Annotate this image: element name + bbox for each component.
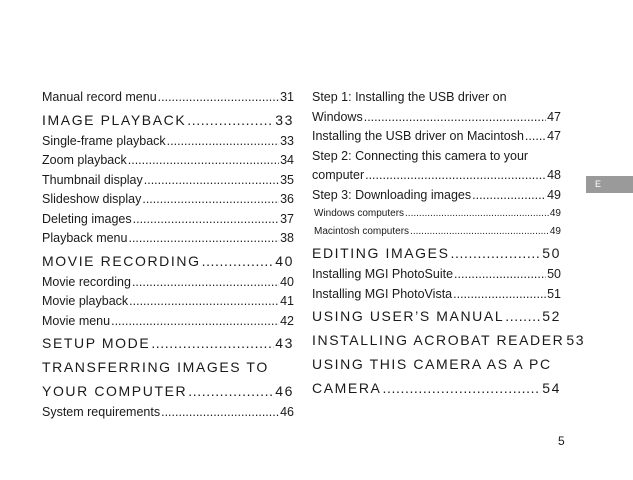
toc-entry-title: Movie recording <box>42 274 131 289</box>
toc-entry-title: Installing the USB driver on Macintosh <box>312 129 524 143</box>
dot-leader <box>187 108 274 132</box>
toc-entry-installing-mgi-photovista <box>312 285 561 305</box>
toc-entry-page: 47 <box>547 109 561 124</box>
toc-entry-title: Installing MGI PhotoVista <box>312 286 453 301</box>
toc-entry-page: 33 <box>280 133 294 148</box>
dot-leader <box>410 223 549 241</box>
dot-leader <box>142 190 279 210</box>
dot-leader <box>365 166 546 186</box>
toc-entry-zoom-playback <box>42 151 294 171</box>
toc-entry-playback-menu <box>42 229 294 249</box>
toc-entry-page: 40 <box>280 274 294 289</box>
toc-entry-title: SETUP MODE <box>42 335 151 351</box>
toc-entry-title: INSTALLING ACROBAT READER <box>312 332 565 348</box>
toc-entry-your-computer <box>42 379 294 403</box>
toc-entry-camera <box>312 376 561 400</box>
toc-entry-macintosh-computers <box>312 223 561 241</box>
toc-entry-title: computer <box>312 168 365 182</box>
toc-entry-page: 46 <box>280 405 294 419</box>
toc-entry-page: 37 <box>280 211 294 226</box>
toc-entry-page: 50 <box>547 267 561 281</box>
dot-leader <box>161 403 279 423</box>
toc-entry-page: 54 <box>542 380 561 396</box>
language-tab: E <box>586 176 633 193</box>
dot-leader <box>472 186 546 206</box>
toc-entry-movie-recording <box>42 273 294 293</box>
toc-entry-page: 49 <box>549 208 561 219</box>
toc-entry-title: Single-frame playback <box>42 133 166 148</box>
dot-leader <box>128 229 279 249</box>
toc-entry-page: 43 <box>275 335 294 351</box>
toc-entry-movie-menu <box>42 312 294 332</box>
toc-entry-title: Deleting images <box>42 211 132 226</box>
dot-leader <box>144 171 279 191</box>
toc-entry-page: 49 <box>547 187 561 202</box>
dot-leader <box>405 205 549 223</box>
toc-entry-page: 40 <box>275 252 294 269</box>
toc-entry-title: Manual record menu <box>42 90 157 104</box>
toc-entry-step-1-installing-the-usb-driver-on: Step 1: Installing the USB driver on <box>312 90 507 104</box>
toc-entry-title: Windows <box>312 109 363 124</box>
toc-entry-installing-mgi-photosuite <box>312 265 561 285</box>
toc-entry-page: 33 <box>275 111 294 128</box>
dot-leader <box>454 265 546 285</box>
toc-entry-page: 51 <box>547 286 561 301</box>
toc-entry-page: 34 <box>280 153 294 167</box>
dot-leader <box>453 285 546 305</box>
toc-entry-page: 48 <box>547 168 561 182</box>
dot-leader <box>133 210 279 230</box>
toc-entry-setup-mode <box>42 331 294 355</box>
toc-entry-title: Thumbnail display <box>42 172 143 187</box>
toc-entry-editing-images <box>312 241 561 265</box>
page-number: 5 <box>558 434 565 448</box>
toc-entry-title: Movie menu <box>42 313 111 328</box>
toc-entry-movie-recording <box>42 249 294 273</box>
dot-leader <box>111 312 279 332</box>
toc-entry-installing-the-usb-driver-on-macintosh <box>312 127 561 147</box>
dot-leader <box>158 88 279 108</box>
toc-entry-page: 46 <box>275 383 294 399</box>
toc-entry-manual-record-menu <box>42 88 294 108</box>
toc-entry-deleting-images <box>42 210 294 230</box>
toc-entry-page: 50 <box>542 245 561 261</box>
toc-entry-title: MOVIE RECORDING <box>42 252 201 269</box>
toc-entry-title: IMAGE PLAYBACK <box>42 111 187 128</box>
toc-entry-using-this-camera-as-a-pc: USING THIS CAMERA AS A PC <box>312 356 552 372</box>
dot-leader <box>202 249 275 273</box>
toc-entry-page: 53 <box>566 332 586 348</box>
toc-entry-title: YOUR COMPUTER <box>42 383 188 399</box>
dot-leader <box>151 331 274 355</box>
toc-entry-transferring-images-to: TRANSFERRING IMAGES TO <box>42 359 269 375</box>
dot-leader <box>188 379 274 403</box>
toc-left-column <box>42 88 294 423</box>
toc-entry-page: 35 <box>280 172 294 187</box>
toc-entry-title: CAMERA <box>312 380 382 396</box>
toc-entry-movie-playback <box>42 292 294 312</box>
toc-entry-slideshow-display <box>42 190 294 210</box>
toc-entry-thumbnail-display <box>42 171 294 191</box>
toc-entry-page: 47 <box>547 129 561 143</box>
dot-leader <box>505 304 541 328</box>
toc-entry-computer <box>312 166 561 186</box>
toc-entry-page: 36 <box>280 192 294 206</box>
toc-entry-page: 42 <box>280 313 294 328</box>
toc-entry-title: EDITING IMAGES <box>312 245 450 261</box>
toc-entry-title: Zoom playback <box>42 153 127 167</box>
toc-entry-system-requirements <box>42 403 294 423</box>
toc-entry-title: Slideshow display <box>42 192 142 206</box>
dot-leader <box>451 241 542 265</box>
toc-entry-installing-acrobat-reader <box>312 328 586 352</box>
toc-entry-title: Windows computers <box>314 208 405 219</box>
toc-entry-title: Installing MGI PhotoSuite <box>312 267 454 281</box>
toc-entry-title: Movie playback <box>42 294 129 308</box>
toc-right-column <box>312 88 586 400</box>
dot-leader <box>128 151 279 171</box>
toc-entry-title: Playback menu <box>42 231 128 245</box>
toc-entry-page: 49 <box>549 226 561 237</box>
toc-entry-title: USING USER’S MANUAL <box>312 308 505 324</box>
toc-entry-page: 38 <box>280 231 294 245</box>
toc-entry-page: 52 <box>542 308 561 324</box>
toc-entry-page: 41 <box>280 294 294 308</box>
toc-entry-title: System requirements <box>42 405 161 419</box>
toc-entry-step-3-downloading-images <box>312 186 561 206</box>
toc-entry-image-playback <box>42 108 294 132</box>
dot-leader <box>383 376 542 400</box>
toc-entry-windows <box>312 108 561 128</box>
toc-entry-page: 31 <box>280 90 294 104</box>
toc-entry-single-frame-playback <box>42 132 294 152</box>
dot-leader <box>132 273 279 293</box>
dot-leader <box>167 132 279 152</box>
toc-entry-windows-computers <box>312 205 561 223</box>
dot-leader <box>525 127 546 147</box>
toc-entry-title: Step 3: Downloading images <box>312 187 472 202</box>
dot-leader <box>129 292 279 312</box>
toc-entry-using-user-s-manual <box>312 304 561 328</box>
toc-entry-step-2-connecting-this-camera-to-your: Step 2: Connecting this camera to your <box>312 148 529 163</box>
dot-leader <box>364 108 546 128</box>
toc-entry-title: Macintosh computers <box>314 226 410 237</box>
